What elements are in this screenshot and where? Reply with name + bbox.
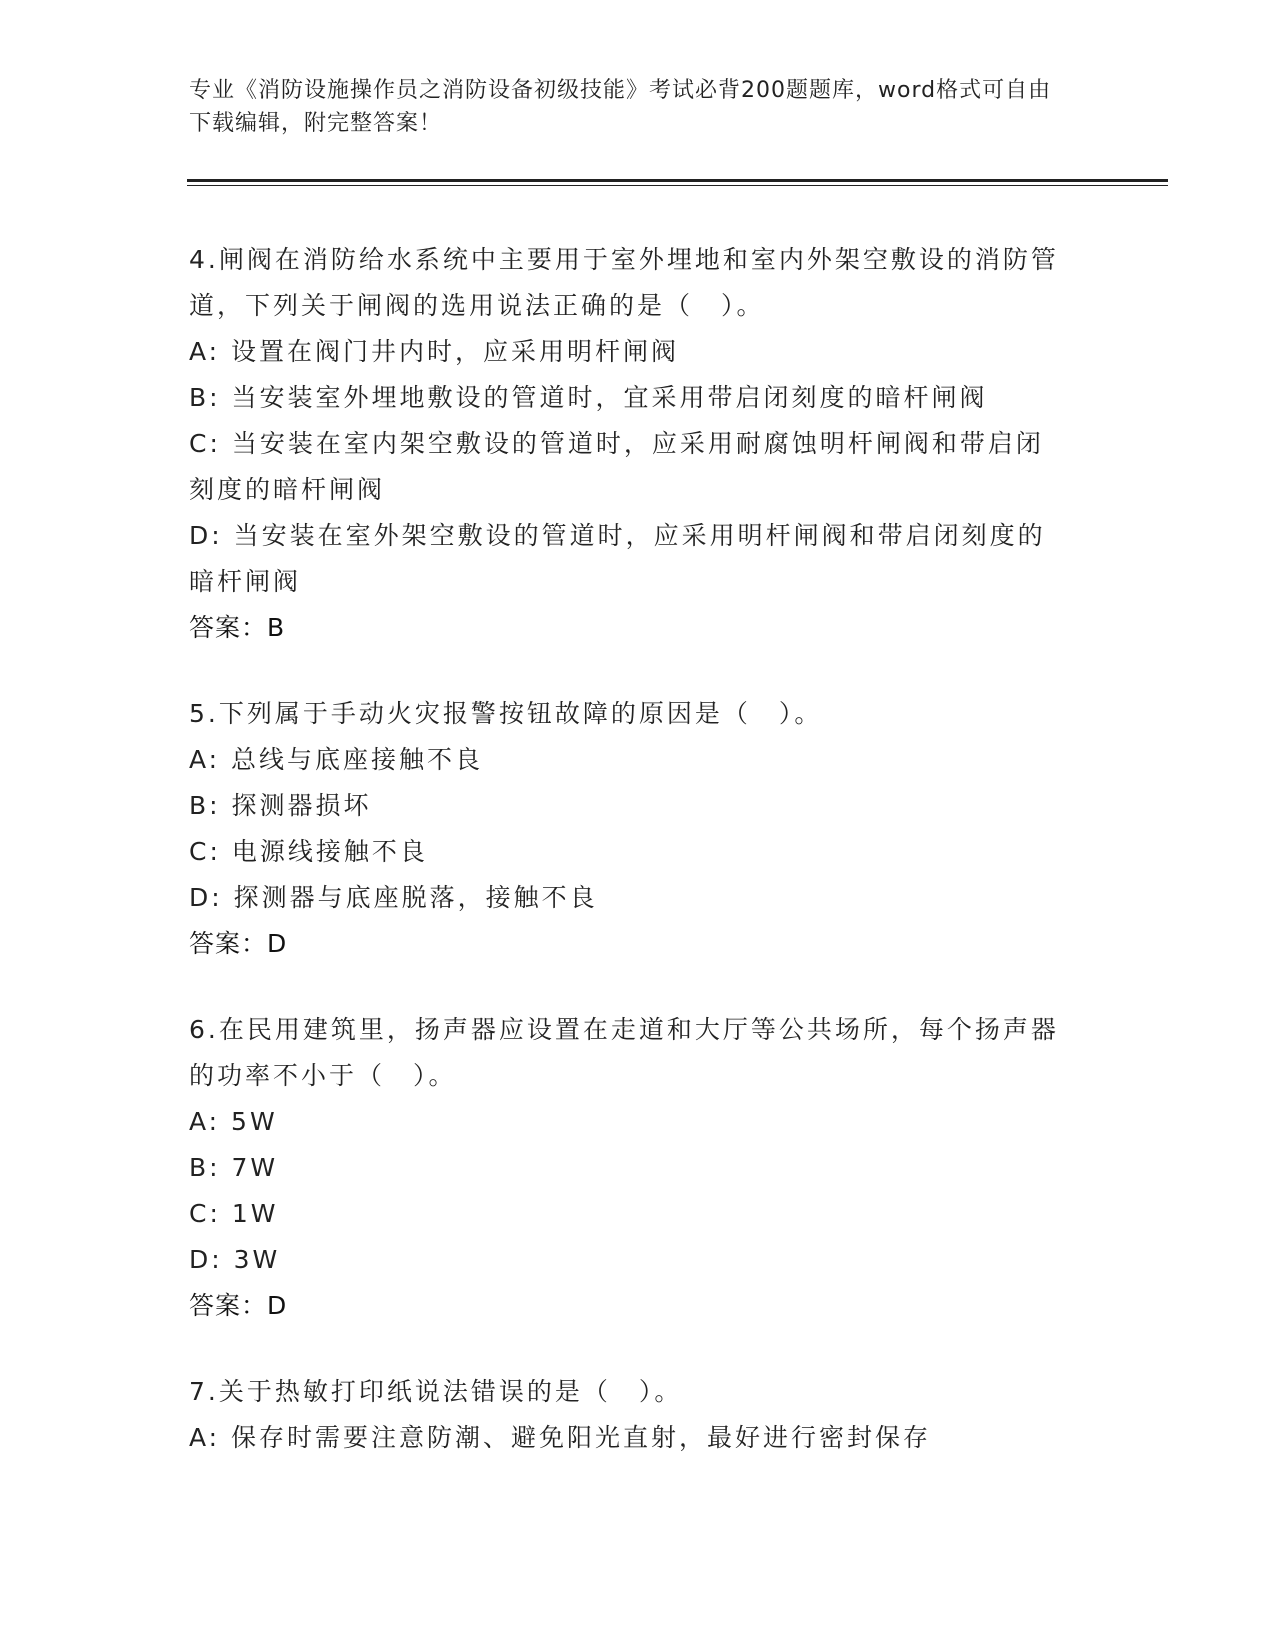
question-text: 6.在民用建筑里，扬声器应设置在走道和大厅等公共场所，每个扬声器的功率不小于（ ）。 <box>189 1015 1059 1090</box>
option-a: A: 设置在阀门井内时，应采用明杆闸阀 <box>189 337 680 366</box>
option-a: A: 保存时需要注意防潮、避免阳光直射，最好进行密封保存 <box>189 1423 932 1452</box>
option-b: B: 7W <box>189 1153 279 1182</box>
question-5 <box>189 691 1089 967</box>
document-header: 专业《消防设施操作员之消防设备初级技能》考试必背200题题库，word格式可自由下载编辑，附完整答案！ <box>189 78 1052 136</box>
answer: 答案：B <box>189 613 286 642</box>
option-d: D: 当安装在室外架空敷设的管道时，应采用明杆闸阀和带启闭刻度的暗杆闸阀 <box>189 521 1046 596</box>
option-c: C: 1W <box>189 1199 279 1228</box>
question-6 <box>189 1007 1089 1329</box>
option-b: B: 探测器损坏 <box>189 791 372 820</box>
option-c: C: 当安装在室内架空敷设的管道时，应采用耐腐蚀明杆闸阀和带启闭刻度的暗杆闸阀 <box>189 429 1044 504</box>
question-text: 5.下列属于手动火灾报警按钮故障的原因是（ ）。 <box>189 699 823 728</box>
header-divider-thick <box>187 179 1168 182</box>
question-list <box>189 237 1089 1501</box>
question-text: 7.关于热敏打印纸说法错误的是（ ）。 <box>189 1377 683 1406</box>
question-text: 4.闸阀在消防给水系统中主要用于室外埋地和室内外架空敷设的消防管道，下列关于闸阀的选用说法正确的是（ ）。 <box>189 245 1059 320</box>
option-c: C: 电源线接触不良 <box>189 837 428 866</box>
option-b: B: 当安装室外埋地敷设的管道时，宜采用带启闭刻度的暗杆闸阀 <box>189 383 988 412</box>
option-a: A: 总线与底座接触不良 <box>189 745 484 774</box>
option-a: A: 5W <box>189 1107 278 1136</box>
option-d: D: 3W <box>189 1245 281 1274</box>
answer: 答案：D <box>189 929 288 958</box>
question-7 <box>189 1369 1089 1461</box>
question-4 <box>189 237 1089 651</box>
answer: 答案：D <box>189 1291 288 1320</box>
header-divider-thin <box>187 185 1168 186</box>
option-d: D: 探测器与底座脱落，接触不良 <box>189 883 598 912</box>
